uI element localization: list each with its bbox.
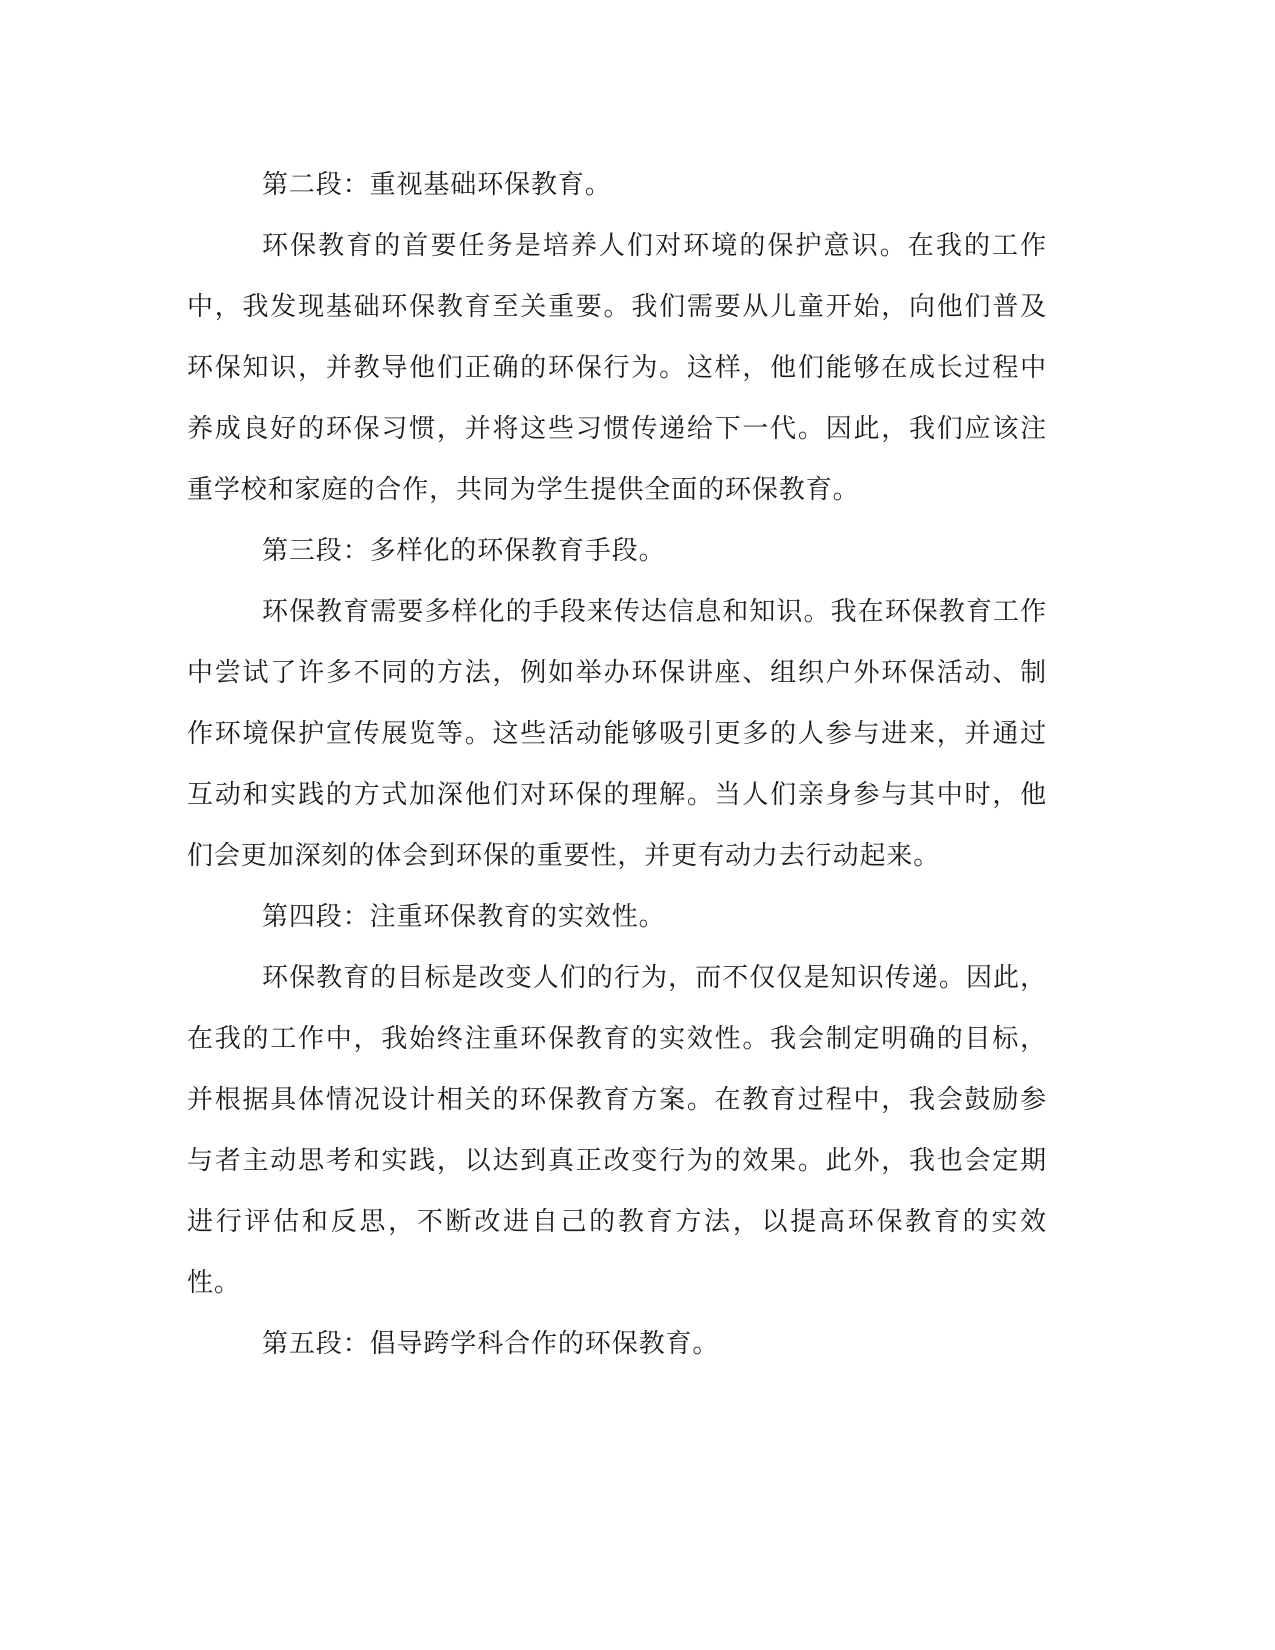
- document-body: [187, 155, 1047, 1375]
- section-paragraph-4: 环保教育的目标是改变人们的行为，而不仅仅是知识传递。因此，在我的工作中，我始终注重环保教育的实效性。我会制定明确的目标，并根据具体情况设计相关的环保教育方案。在教育过程中，我会鼓励参与者主动思考和实践，以达到真正改变行为的效果。此外，我也会定期进行评估和反思，不断改进自己的教育方法，以提高环保教育的实效性。: [187, 963, 1047, 1298]
- section-heading-5: 第五段：倡导跨学科合作的环保教育。: [262, 1329, 720, 1359]
- section-paragraph-3: 环保教育需要多样化的手段来传达信息和知识。我在环保教育工作中尝试了许多不同的方法，例如举办环保讲座、组织户外环保活动、制作环境保护宣传展览等。这些活动能够吸引更多的人参与进来，并通过互动和实践的方式加深他们对环保的理解。当人们亲身参与其中时，他们会更加深刻的体会到环保的重要性，并更有动力去行动起来。: [187, 597, 1047, 871]
- section-heading-3: 第三段：多样化的环保教育手段。: [262, 536, 666, 566]
- section-heading-2: 第二段：重视基础环保教育。: [262, 170, 612, 200]
- section-paragraph-2: 环保教育的首要任务是培养人们对环境的保护意识。在我的工作中，我发现基础环保教育至关重要。我们需要从儿童开始，向他们普及环保知识，并教导他们正确的环保行为。这样，他们能够在成长过程中养成良好的环保习惯，并将这些习惯传递给下一代。因此，我们应该注重学校和家庭的合作，共同为学生提供全面的环保教育。: [187, 231, 1047, 505]
- section-heading-4: 第四段：注重环保教育的实效性。: [262, 902, 666, 932]
